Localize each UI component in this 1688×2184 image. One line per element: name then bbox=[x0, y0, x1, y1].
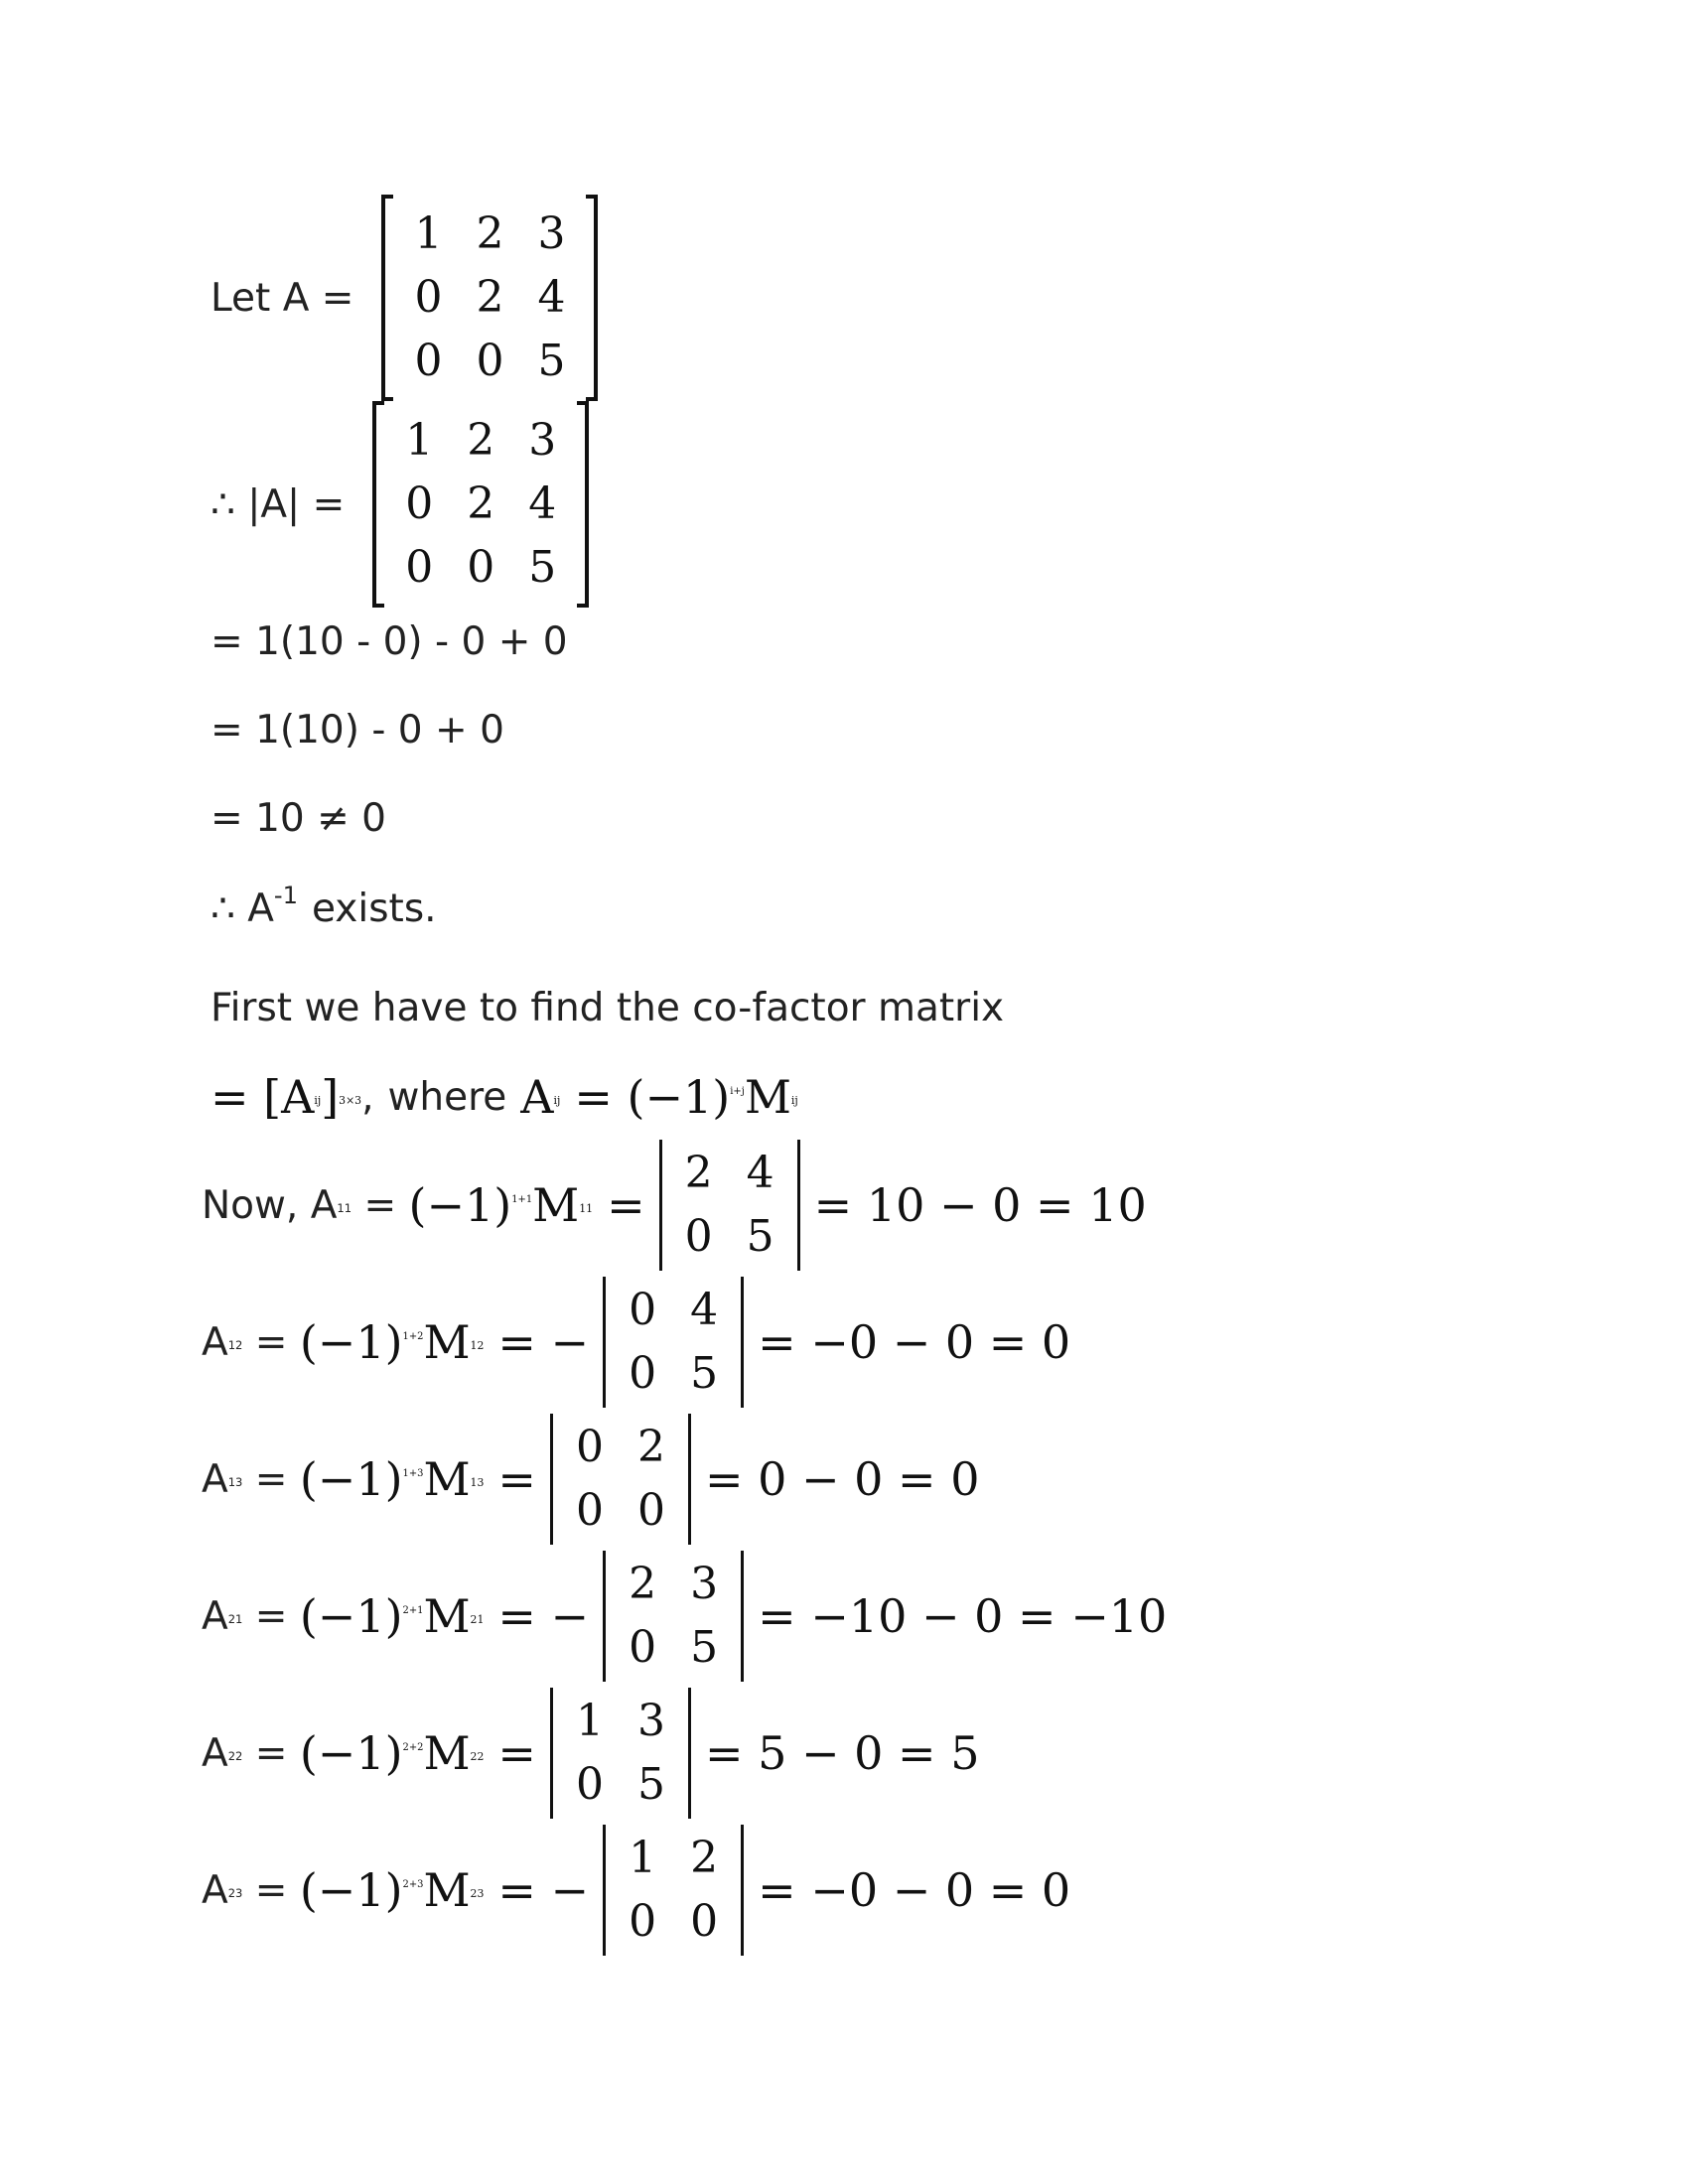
cofactor-row-a12 bbox=[202, 1277, 1070, 1408]
det-cell: 0 bbox=[690, 1896, 719, 1947]
det-cell: 5 bbox=[636, 1759, 665, 1810]
det-cell: 2 bbox=[690, 1833, 719, 1883]
det-cell: 3 bbox=[690, 1559, 719, 1609]
matrix-cell: 4 bbox=[528, 478, 557, 529]
det-cell: 0 bbox=[636, 1485, 665, 1536]
cofactor-sub: 12 bbox=[227, 1338, 243, 1353]
cofactor-def-mij-sub: ij bbox=[790, 1093, 798, 1107]
cofactor-result: = −0 − 0 = 0 bbox=[758, 1315, 1071, 1369]
matrix-cell: 2 bbox=[467, 478, 495, 529]
cofactor-sign: (−1) bbox=[299, 1863, 403, 1917]
cofactor-def-equals: = (−1) bbox=[574, 1070, 731, 1124]
let-a-line bbox=[211, 199, 598, 397]
cofactor-m-sub: 21 bbox=[470, 1612, 485, 1626]
minor-determinant bbox=[550, 1688, 691, 1819]
cofactor-def-size: 3×3 bbox=[339, 1093, 362, 1107]
det-cell: 5 bbox=[690, 1622, 719, 1673]
step-1: = 1(10 - 0) - 0 + 0 bbox=[211, 619, 568, 664]
matrix-cell: 2 bbox=[476, 272, 504, 323]
cofactor-def-comma: , bbox=[361, 1074, 374, 1120]
det-cell: 5 bbox=[746, 1211, 774, 1262]
cofactor-mid: = bbox=[497, 1726, 536, 1780]
cofactor-result: = 5 − 0 = 5 bbox=[704, 1726, 980, 1780]
det-cell: 2 bbox=[636, 1422, 665, 1472]
cofactor-prefix: A bbox=[202, 1319, 228, 1365]
det-a-line bbox=[211, 405, 589, 604]
cofactor-prefix: A bbox=[202, 1730, 228, 1776]
matrix-cell: 0 bbox=[476, 336, 504, 386]
det-cell: 4 bbox=[746, 1148, 774, 1198]
cofactor-eq: = bbox=[242, 1867, 300, 1913]
cofactor-result: = −10 − 0 = −10 bbox=[758, 1589, 1168, 1643]
det-cell: 1 bbox=[575, 1696, 604, 1746]
cofactor-def-power: i+j bbox=[730, 1086, 745, 1098]
cofactor-def-close: ] bbox=[321, 1070, 340, 1124]
cofactor-mid: = bbox=[607, 1178, 645, 1232]
cofactor-row-a22 bbox=[202, 1688, 979, 1819]
cofactor-def-mij: M bbox=[744, 1070, 791, 1124]
det-cell: 0 bbox=[575, 1759, 604, 1810]
cofactor-sign: (−1) bbox=[299, 1315, 403, 1369]
matrix-cell: 3 bbox=[528, 415, 557, 466]
det-cell: 0 bbox=[629, 1622, 657, 1673]
cofactor-def-aij: A bbox=[520, 1070, 554, 1124]
step-2: = 1(10) - 0 + 0 bbox=[211, 708, 504, 752]
cofactor-power: 1+3 bbox=[402, 1468, 424, 1480]
cofactor-prefix: Now, A bbox=[202, 1182, 338, 1228]
cofactor-prefix: A bbox=[202, 1867, 228, 1913]
cofactor-sign: (−1) bbox=[299, 1589, 403, 1643]
det-a-label: ∴ |A| = bbox=[211, 481, 346, 527]
cofactor-eq: = bbox=[242, 1319, 300, 1365]
cofactor-result: = 0 − 0 = 0 bbox=[704, 1452, 980, 1506]
cofactor-mid: = − bbox=[497, 1315, 590, 1369]
matrix-cell: 3 bbox=[537, 208, 566, 259]
cofactor-intro: First we have to find the co-factor matrix bbox=[211, 986, 1005, 1030]
step-3: = 10 ≠ 0 bbox=[211, 796, 386, 841]
det-cell: 0 bbox=[629, 1348, 657, 1399]
matrix-cell: 0 bbox=[405, 478, 434, 529]
cofactor-m-sub: 11 bbox=[579, 1201, 594, 1215]
minor-determinant bbox=[603, 1277, 744, 1408]
cofactor-sub: 11 bbox=[337, 1201, 352, 1216]
matrix-cell: 1 bbox=[405, 415, 434, 466]
cofactor-power: 2+3 bbox=[402, 1879, 424, 1891]
matrix-cell: 2 bbox=[476, 208, 504, 259]
cofactor-prefix: A bbox=[202, 1456, 228, 1502]
matrix-cell: 0 bbox=[414, 336, 443, 386]
matrix-cell: 2 bbox=[467, 415, 495, 466]
det-cell: 0 bbox=[575, 1422, 604, 1472]
cofactor-m: M bbox=[423, 1589, 471, 1643]
cofactor-mid: = − bbox=[497, 1863, 590, 1917]
matrix-cell: 0 bbox=[414, 272, 443, 323]
cofactor-m-sub: 23 bbox=[470, 1886, 485, 1900]
det-cell: 0 bbox=[629, 1896, 657, 1947]
cofactor-result: = −0 − 0 = 0 bbox=[758, 1863, 1071, 1917]
cofactor-sub: 22 bbox=[227, 1749, 243, 1764]
inverse-exists-sup: -1 bbox=[273, 882, 298, 910]
cofactor-m: M bbox=[423, 1726, 471, 1780]
cofactor-power: 2+2 bbox=[402, 1742, 424, 1754]
inverse-exists-line bbox=[211, 882, 437, 931]
cofactor-definition bbox=[211, 1070, 798, 1124]
cofactor-eq: = bbox=[242, 1730, 300, 1776]
matrix-cell: 0 bbox=[467, 542, 495, 593]
cofactor-sub: 13 bbox=[227, 1475, 243, 1490]
cofactor-def-where: where bbox=[387, 1074, 507, 1120]
matrix-cell: 0 bbox=[405, 542, 434, 593]
det-cell: 2 bbox=[684, 1148, 713, 1198]
cofactor-sign: (−1) bbox=[299, 1452, 403, 1506]
cofactor-eq: = bbox=[242, 1456, 300, 1502]
minor-determinant bbox=[659, 1140, 800, 1271]
cofactor-m-sub: 22 bbox=[470, 1749, 485, 1763]
inverse-exists-suffix: exists. bbox=[312, 887, 437, 931]
cofactor-row-a13 bbox=[202, 1414, 979, 1545]
cofactor-def-lhs-sub: ij bbox=[314, 1093, 322, 1107]
det-cell: 0 bbox=[575, 1485, 604, 1536]
cofactor-m: M bbox=[423, 1863, 471, 1917]
cofactor-power: 1+2 bbox=[402, 1331, 424, 1343]
cofactor-m-sub: 12 bbox=[470, 1338, 485, 1352]
matrix-cell: 5 bbox=[528, 542, 557, 593]
cofactor-eq: = bbox=[242, 1593, 300, 1639]
det-cell: 0 bbox=[684, 1211, 713, 1262]
cofactor-row-a21 bbox=[202, 1551, 1167, 1682]
cofactor-mid: = bbox=[497, 1452, 536, 1506]
cofactor-row-a11 bbox=[202, 1140, 1147, 1271]
cofactor-sign: (−1) bbox=[299, 1726, 403, 1780]
cofactor-m-sub: 13 bbox=[470, 1475, 485, 1489]
cofactor-prefix: A bbox=[202, 1593, 228, 1639]
det-cell: 2 bbox=[629, 1559, 657, 1609]
det-cell: 5 bbox=[690, 1348, 719, 1399]
minor-determinant bbox=[603, 1825, 744, 1956]
inverse-exists-prefix: ∴ A bbox=[211, 887, 274, 931]
matrix-cell: 5 bbox=[537, 336, 566, 386]
matrix-cell: 4 bbox=[537, 272, 566, 323]
det-cell: 4 bbox=[690, 1285, 719, 1335]
det-cell: 3 bbox=[636, 1696, 665, 1746]
matrix-cell: 1 bbox=[414, 208, 443, 259]
cofactor-def-lhs: = [A bbox=[211, 1070, 315, 1124]
cofactor-m: M bbox=[532, 1178, 580, 1232]
cofactor-power: 2+1 bbox=[402, 1605, 424, 1617]
minor-determinant bbox=[603, 1551, 744, 1682]
minor-determinant bbox=[550, 1414, 691, 1545]
det-cell: 1 bbox=[629, 1833, 657, 1883]
cofactor-m: M bbox=[423, 1315, 471, 1369]
cofactor-sign: (−1) bbox=[408, 1178, 512, 1232]
cofactor-sub: 21 bbox=[227, 1612, 243, 1627]
det-cell: 0 bbox=[629, 1285, 657, 1335]
cofactor-sub: 23 bbox=[227, 1886, 243, 1901]
cofactor-def-aij-sub: ij bbox=[553, 1093, 561, 1107]
cofactor-power: 1+1 bbox=[511, 1194, 533, 1206]
matrix-a bbox=[381, 199, 598, 397]
cofactor-eq: = bbox=[352, 1182, 409, 1228]
cofactor-row-a23 bbox=[202, 1825, 1070, 1956]
let-a-label: Let A = bbox=[211, 275, 354, 321]
cofactor-m: M bbox=[423, 1452, 471, 1506]
cofactor-result: = 10 − 0 = 10 bbox=[813, 1178, 1147, 1232]
matrix-det-a bbox=[372, 405, 589, 604]
cofactor-mid: = − bbox=[497, 1589, 590, 1643]
